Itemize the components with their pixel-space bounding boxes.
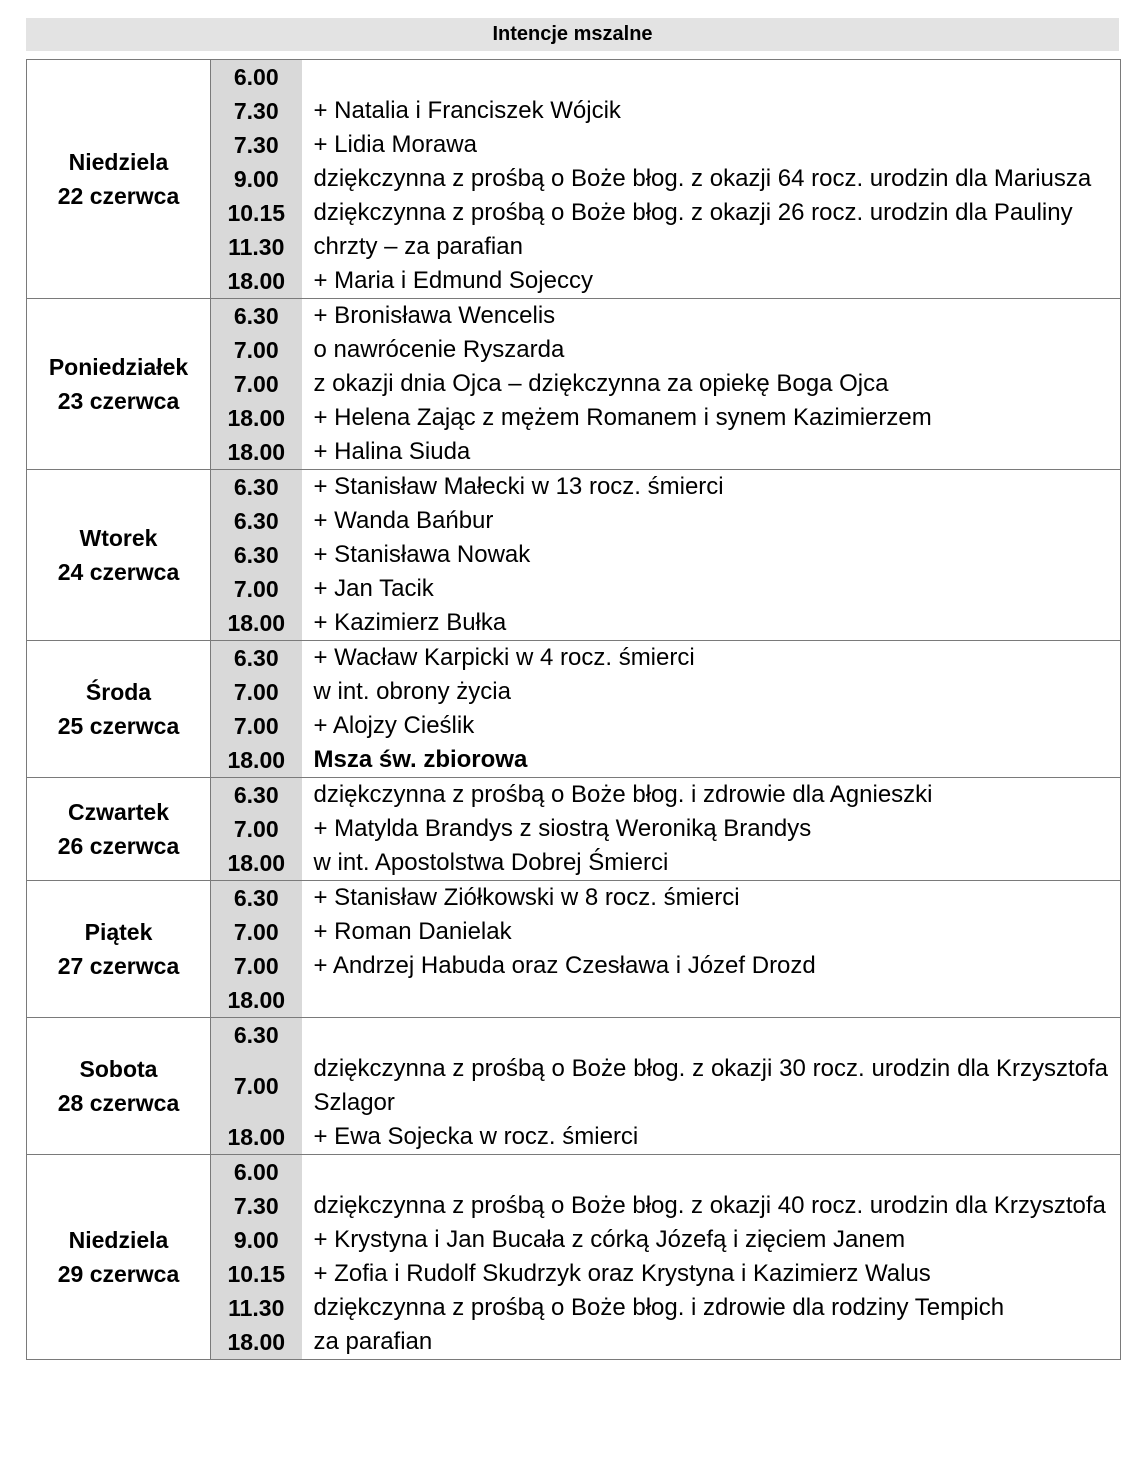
- mass-time: 6.30: [211, 881, 302, 916]
- mass-intention: za parafian: [302, 1325, 1121, 1360]
- mass-intention: + Jan Tacik: [302, 572, 1121, 606]
- mass-time: 7.00: [211, 949, 302, 983]
- mass-intention: + Lidia Morawa: [302, 128, 1121, 162]
- day-date: 27 czerwca: [57, 953, 180, 979]
- day-name: Niedziela: [68, 149, 169, 175]
- day-date: 22 czerwca: [57, 183, 180, 209]
- mass-time: 7.00: [211, 709, 302, 743]
- mass-intention: + Wacław Karpicki w 4 rocz. śmierci: [302, 641, 1121, 676]
- mass-time: 10.15: [211, 1257, 302, 1291]
- mass-time: 9.00: [211, 162, 302, 196]
- mass-time: 9.00: [211, 1223, 302, 1257]
- mass-intention: + Kazimierz Bułka: [302, 606, 1121, 641]
- day-cell: [27, 641, 211, 778]
- mass-intention: + Natalia i Franciszek Wójcik: [302, 94, 1121, 128]
- table-row: [27, 641, 1121, 676]
- mass-intention: dziękczynna z prośbą o Boże błog. i zdrowie dla Agnieszki: [302, 778, 1121, 813]
- table-row: [27, 60, 1121, 95]
- day-name: Sobota: [79, 1056, 158, 1082]
- mass-intention: dziękczynna z prośbą o Boże błog. z okazji 26 rocz. urodzin dla Pauliny: [302, 196, 1121, 230]
- table-row: [27, 1155, 1121, 1190]
- schedule-body: [27, 60, 1121, 1360]
- mass-time: 6.30: [211, 641, 302, 676]
- mass-time: 11.30: [211, 230, 302, 264]
- mass-time: 7.00: [211, 572, 302, 606]
- day-cell: [27, 1018, 211, 1155]
- mass-intention: dziękczynna z prośbą o Boże błog. z okazji 64 rocz. urodzin dla Mariusza: [302, 162, 1121, 196]
- mass-time: 7.00: [211, 333, 302, 367]
- mass-time: 18.00: [211, 743, 302, 778]
- mass-time: 18.00: [211, 606, 302, 641]
- mass-intention: w int. Apostolstwa Dobrej Śmierci: [302, 846, 1121, 881]
- mass-intention: + Matylda Brandys z siostrą Weroniką Brandys: [302, 812, 1121, 846]
- mass-time: 18.00: [211, 435, 302, 470]
- table-row: [27, 881, 1121, 916]
- day-date: 26 czerwca: [57, 833, 180, 859]
- mass-time: 18.00: [211, 983, 302, 1018]
- mass-time: 7.00: [211, 1052, 302, 1120]
- mass-time: 6.30: [211, 470, 302, 505]
- day-cell: [27, 881, 211, 1018]
- mass-intention: + Wanda Bańbur: [302, 504, 1121, 538]
- mass-intention: + Andrzej Habuda oraz Czesława i Józef Drozd: [302, 949, 1121, 983]
- mass-intention: + Roman Danielak: [302, 915, 1121, 949]
- mass-time: 18.00: [211, 846, 302, 881]
- mass-time: 18.00: [211, 264, 302, 299]
- mass-intention: + Stanisław Ziółkowski w 8 rocz. śmierci: [302, 881, 1121, 916]
- mass-intention: [302, 983, 1121, 1018]
- table-row: [27, 778, 1121, 813]
- day-name: Środa: [85, 679, 152, 705]
- mass-intention: w int. obrony życia: [302, 675, 1121, 709]
- mass-time: 18.00: [211, 1325, 302, 1360]
- mass-intention: Msza św. zbiorowa: [302, 743, 1121, 778]
- mass-intention: [302, 1018, 1121, 1053]
- mass-intention: + Stanisława Nowak: [302, 538, 1121, 572]
- mass-intention: + Alojzy Cieślik: [302, 709, 1121, 743]
- mass-intention: + Ewa Sojecka w rocz. śmierci: [302, 1120, 1121, 1155]
- mass-intention: [302, 60, 1121, 95]
- mass-intention: chrzty – za parafian: [302, 230, 1121, 264]
- mass-time: 7.00: [211, 915, 302, 949]
- table-row: [27, 299, 1121, 334]
- table-row: [27, 470, 1121, 505]
- mass-time: 7.00: [211, 812, 302, 846]
- mass-time: 7.30: [211, 128, 302, 162]
- day-name: Piątek: [84, 919, 153, 945]
- mass-time: 7.00: [211, 367, 302, 401]
- mass-time: 6.30: [211, 504, 302, 538]
- day-cell: [27, 60, 211, 299]
- day-date: 29 czerwca: [57, 1261, 180, 1287]
- mass-time: 18.00: [211, 401, 302, 435]
- mass-intentions-table: [26, 59, 1121, 1360]
- mass-time: 6.00: [211, 1155, 302, 1190]
- mass-time: 10.15: [211, 196, 302, 230]
- mass-intention: dziękczynna z prośbą o Boże błog. i zdrowie dla rodziny Tempich: [302, 1291, 1121, 1325]
- day-cell: [27, 470, 211, 641]
- mass-intention: + Helena Zając z mężem Romanem i synem Kazimierzem: [302, 401, 1121, 435]
- day-date: 24 czerwca: [57, 559, 180, 585]
- mass-intention: [302, 1155, 1121, 1190]
- day-name: Niedziela: [68, 1227, 169, 1253]
- mass-time: 18.00: [211, 1120, 302, 1155]
- mass-time: 11.30: [211, 1291, 302, 1325]
- mass-intention: o nawrócenie Ryszarda: [302, 333, 1121, 367]
- mass-intention: + Bronisława Wencelis: [302, 299, 1121, 334]
- mass-time: 7.00: [211, 675, 302, 709]
- day-cell: [27, 299, 211, 470]
- day-name: Poniedziałek: [48, 354, 189, 380]
- day-date: 28 czerwca: [57, 1090, 180, 1116]
- mass-intention: + Krystyna i Jan Bucała z córką Józefą i zięciem Janem: [302, 1223, 1121, 1257]
- mass-intention: + Maria i Edmund Sojeccy: [302, 264, 1121, 299]
- table-row: [27, 1018, 1121, 1053]
- mass-intention: + Zofia i Rudolf Skudrzyk oraz Krystyna i Kazimierz Walus: [302, 1257, 1121, 1291]
- day-name: Czwartek: [68, 799, 169, 825]
- mass-time: 6.00: [211, 60, 302, 95]
- day-cell: [27, 778, 211, 881]
- mass-intention: z okazji dnia Ojca – dziękczynna za opiekę Boga Ojca: [302, 367, 1121, 401]
- mass-time: 7.30: [211, 94, 302, 128]
- mass-time: 6.30: [211, 1018, 302, 1053]
- day-date: 25 czerwca: [57, 713, 180, 739]
- mass-time: 7.30: [211, 1189, 302, 1223]
- mass-intention: dziękczynna z prośbą o Boże błog. z okazji 30 rocz. urodzin dla Krzysztofa Szlagor: [302, 1052, 1121, 1120]
- mass-intention: + Stanisław Małecki w 13 rocz. śmierci: [302, 470, 1121, 505]
- mass-time: 6.30: [211, 538, 302, 572]
- page-title: Intencje mszalne: [26, 18, 1119, 51]
- day-name: Wtorek: [79, 525, 158, 551]
- day-cell: [27, 1155, 211, 1360]
- mass-time: 6.30: [211, 299, 302, 334]
- mass-time: 6.30: [211, 778, 302, 813]
- mass-intention: dziękczynna z prośbą o Boże błog. z okazji 40 rocz. urodzin dla Krzysztofa: [302, 1189, 1121, 1223]
- mass-intention: + Halina Siuda: [302, 435, 1121, 470]
- day-date: 23 czerwca: [57, 388, 180, 414]
